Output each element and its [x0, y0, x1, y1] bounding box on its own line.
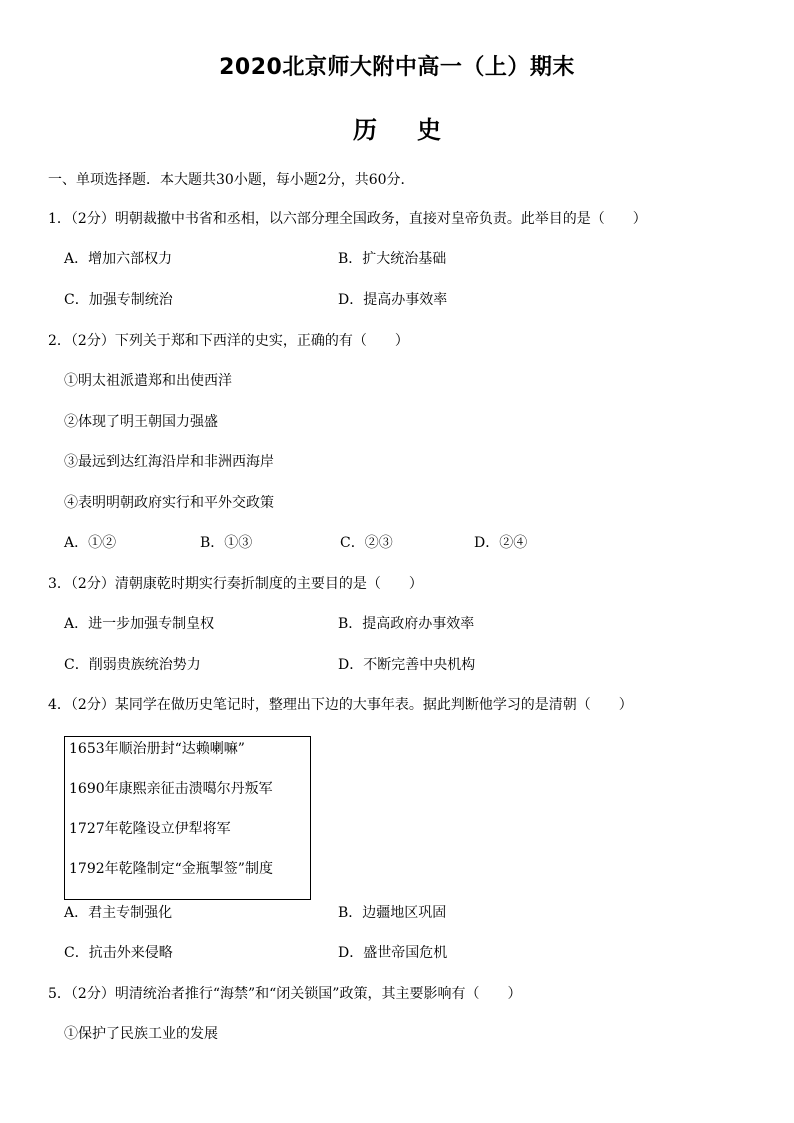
question-2-statement-4: ④表明明朝政府实行和平外交政策 [64, 495, 274, 511]
question-2-option-c[interactable]: C．②③ [340, 535, 393, 551]
question-2-statement-1: ①明太祖派遣郑和出使西洋 [64, 373, 232, 389]
timeline-table [64, 736, 311, 900]
question-3-option-a[interactable]: A．进一步加强专制皇权 [64, 616, 215, 632]
question-2-option-a[interactable]: A．①② [64, 535, 117, 551]
timeline-row-1: 1653年顺治册封“达赖喇嘛” [69, 741, 245, 757]
question-1-option-c[interactable]: C．加强专制统治 [64, 292, 173, 308]
question-2-statement-3: ③最远到达红海沿岸和非洲西海岸 [64, 454, 274, 470]
timeline-row-3: 1727年乾隆设立伊犁将军 [69, 821, 231, 837]
question-4-option-a[interactable]: A．君主专制强化 [64, 905, 173, 921]
question-1-option-b[interactable]: B．扩大统治基础 [338, 251, 447, 267]
timeline-row-4: 1792年乾隆制定“金瓶掣签”制度 [69, 861, 273, 877]
question-4-option-b[interactable]: B．边疆地区巩固 [338, 905, 447, 921]
section-heading: 一、单项选择题．本大题共30小题，每小题2分，共60分． [48, 172, 415, 188]
page-title: 2020北京师大附中高一（上）期末 [219, 55, 575, 80]
question-4-option-d[interactable]: D．盛世帝国危机 [338, 945, 448, 961]
question-5-statement-1: ①保护了民族工业的发展 [64, 1026, 218, 1042]
question-1-option-a[interactable]: A．增加六部权力 [64, 251, 173, 267]
question-1-option-d[interactable]: D．提高办事效率 [338, 292, 448, 308]
question-2-statement-2: ②体现了明王朝国力强盛 [64, 414, 218, 430]
question-2-stem: 2．（2分）下列关于郑和下西洋的史实，正确的有（ ） [48, 333, 409, 349]
question-3-option-c[interactable]: C．削弱贵族统治势力 [64, 657, 201, 673]
question-4-option-c[interactable]: C．抗击外来侵略 [64, 945, 173, 961]
question-5-stem: 5．（2分）明清统治者推行“海禁”和“闭关锁国”政策，其主要影响有（ ） [48, 986, 522, 1002]
question-2-option-d[interactable]: D．②④ [474, 535, 528, 551]
question-3-stem: 3．（2分）清朝康乾时期实行奏折制度的主要目的是（ ） [48, 576, 423, 592]
subject-title: 历史 [353, 116, 481, 144]
question-3-option-b[interactable]: B．提高政府办事效率 [338, 616, 475, 632]
question-3-option-d[interactable]: D．不断完善中央机构 [338, 657, 476, 673]
question-1-stem: 1．（2分）明朝裁撤中书省和丞相，以六部分理全国政务，直接对皇帝负责。此举目的是（ ） [48, 211, 647, 227]
timeline-row-2: 1690年康熙亲征击溃噶尔丹叛军 [69, 781, 273, 797]
question-2-option-b[interactable]: B．①③ [200, 535, 253, 551]
question-4-stem: 4．（2分）某同学在做历史笔记时，整理出下边的大事年表。据此判断他学习的是清朝（ ） [48, 697, 633, 713]
